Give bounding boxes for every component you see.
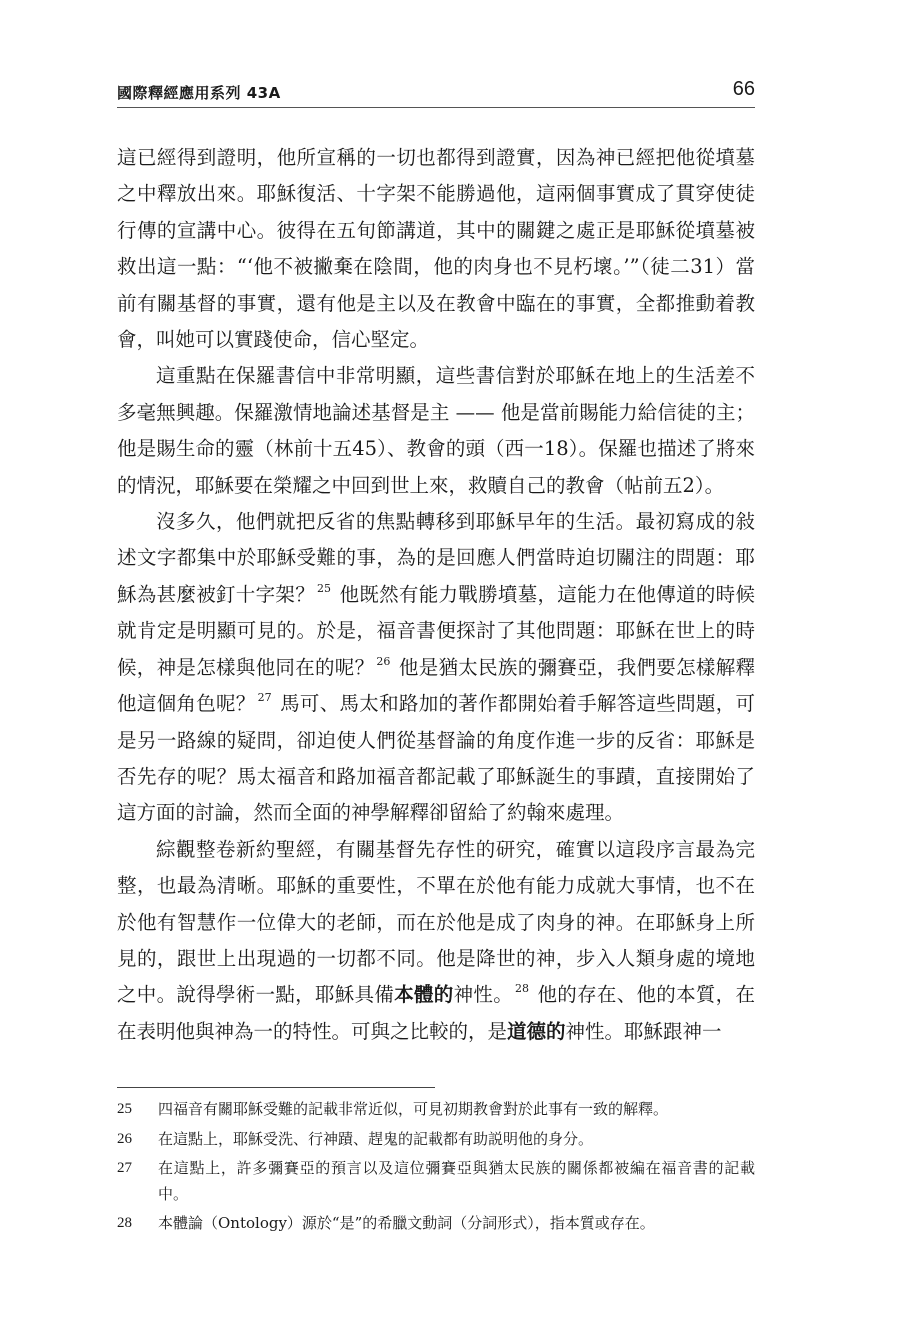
header-rule xyxy=(117,107,755,108)
footnotes xyxy=(117,1097,755,1241)
footnote-ref-26: 26 xyxy=(376,654,391,668)
paragraph-3-text-a: 沒多久，他們就把反省的焦點轉移到耶穌早年的生活。最初寫成的敍述文字都集中於耶穌受難的事，為的是回應人們當時迫切關注的問題：耶穌為甚麼被釘十字架？ xyxy=(117,510,755,606)
footnote-item xyxy=(117,1156,755,1207)
footnote-number: 27 xyxy=(117,1160,132,1176)
running-header xyxy=(117,76,755,108)
footnote-number: 26 xyxy=(117,1130,132,1147)
paragraph-3-text-d: 馬可、馬太和路加的著作都開始着手解答這些問題，可是另一路線的疑問，卻迫使人們從基督論的角度作進一步的反省：耶穌是否先存的呢？馬太福音和路加福音都記載了耶穌誕生的事蹟，直接開始了這方面的討論，然而全面的神學解釋卻留給了約翰來處理。 xyxy=(117,692,755,825)
bold-term-ontological: 本體的 xyxy=(394,983,454,1007)
footnote-text: 在這點上，耶穌受洗、行神蹟、趕鬼的記載都有助説明他的身分。 xyxy=(158,1129,594,1148)
footnote-number: 28 xyxy=(117,1215,132,1231)
footnote-text: 在這點上，許多彌賽亞的預言以及這位彌賽亞與猶太民族的關係都被編在福音書的記載中。 xyxy=(158,1159,755,1203)
paragraph-4-text-a: 綜觀整卷新約聖經，有關基督先存性的研究，確實以這段序言最為完整，也最為清晰。耶穌的重要性，不單在於他有能力成就大事情，也不在於他有智慧作一位偉大的老師，而在於他是成了肉身的神。在耶穌身上所見的，跟世上出現過的一切都不同。他是降世的神，步入人類身處的境地之中。說得學術一點，耶穌具備 xyxy=(117,837,755,1007)
page-number: 66 xyxy=(732,78,755,100)
main-text xyxy=(117,140,755,1050)
footnote-ref-25: 25 xyxy=(317,581,331,595)
footnote-number: 25 xyxy=(117,1101,132,1117)
footnote-text: 本體論（Ontology）源於“是”的希臘文動詞（分詞形式），指本質或存在。 xyxy=(158,1214,655,1232)
footnote-ref-28: 28 xyxy=(515,982,529,996)
paragraph-1: 這已經得到證明，他所宣稱的一切也都得到證實，因為神已經把他從墳墓之中釋放出來。耶穌復活、十字架不能勝過他，這兩個事實成了貫穿使徒行傳的宣講中心。彼得在五旬節講道，其中的關鍵之處正是耶穌從墳墓被救出這一點：“‘他不被撇棄在陰間，他的肉身也不見朽壞。’”（徒二31）當前有關基督的事實，還有他是主以及在教會中臨在的事實，全都推動着教會，叫她可以實踐使命，信心堅定。 xyxy=(117,146,755,352)
paragraph-3-text-b: 他既然有能力戰勝墳墓，這能力在他傳道的時候就肯定是明顯可見的。於是，福音書便探討了其他問題：耶穌在世上的時候，神是怎樣與他同在的呢？ xyxy=(117,582,755,679)
footnote-item xyxy=(117,1127,755,1153)
paragraph-4-text-c: 他的存在、他的本質，在在表明他與神為一的特性。可與之比較的，是 xyxy=(117,983,755,1043)
paragraph-3-text-c: 他是猶太民族的彌賽亞，我們要怎樣解釋他這個角色呢？ xyxy=(117,655,755,716)
series-title: 國際釋經應用系列 43A xyxy=(117,84,281,102)
footnote-item xyxy=(117,1211,755,1237)
footnote-ref-27: 27 xyxy=(257,691,272,705)
paragraph-3 xyxy=(117,504,755,832)
paragraph-2: 這重點在保羅書信中非常明顯，這些書信對於耶穌在地上的生活差不多毫無興趣。保羅激情地論述基督是主 —— 他是當前賜能力給信徒的主；他是賜生命的靈（林前十五45）、教會的頭（西一18）。保羅也描述了將來的情況，耶穌要在榮耀之中回到世上來，救贖自己的教會（帖前五2）。 xyxy=(117,364,755,497)
paragraph-4-text-b: 神性。 xyxy=(453,983,513,1007)
paragraph-4-text-d: 神性。耶穌跟神一 xyxy=(565,1019,722,1043)
bold-term-moral: 道德的 xyxy=(507,1019,566,1043)
footnote-separator xyxy=(117,1087,435,1088)
footnote-item xyxy=(117,1097,755,1123)
footnote-text: 四福音有關耶穌受難的記載非常近似，可見初期教會對於此事有一致的解釋。 xyxy=(158,1100,669,1118)
paragraph-4 xyxy=(117,832,755,1050)
